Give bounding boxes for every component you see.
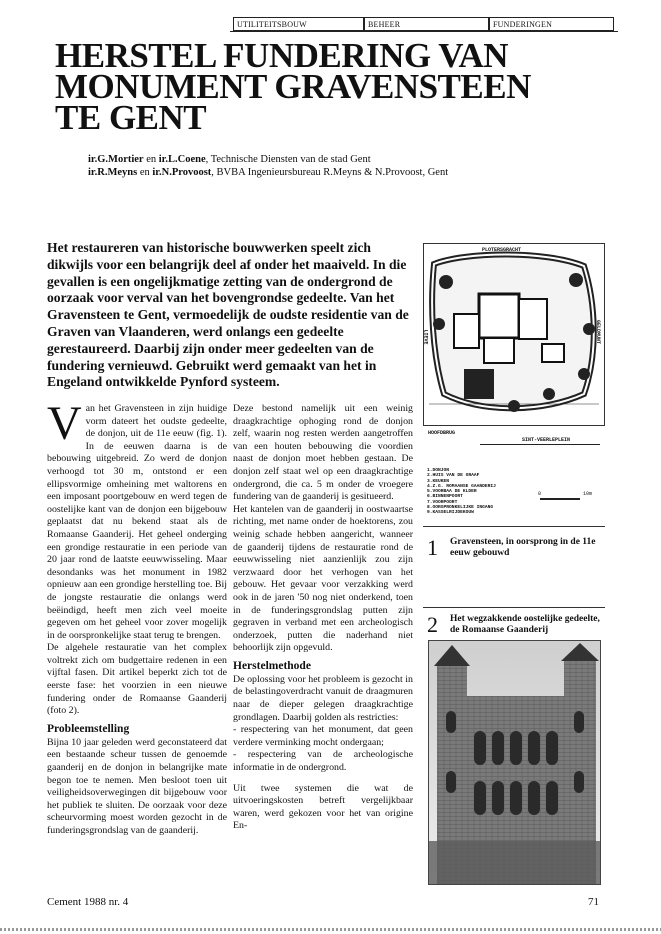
section-heading-probleemstelling: Probleemstelling	[47, 722, 130, 735]
section-heading-herstelmethode: Herstelmethode	[233, 659, 311, 672]
caption-number: 1	[427, 535, 438, 560]
caption-text: Het wegzakkende oostelijke gedeelte, de Romaanse Gaanderij	[450, 614, 600, 635]
body-column-1	[47, 397, 227, 838]
author-line-1: ir.G.Mortier en ir.L.Coene, Technische Diensten van de stad Gent	[88, 154, 371, 165]
site-plan-figure	[423, 243, 605, 426]
authors	[88, 153, 448, 179]
map-label-lieve: LIEVE	[422, 329, 429, 345]
paragraph: De algehele restauratie van het complex voltrekt zich om budgettaire redenen in een vijftal fasen. Dit artikel beperkt zich tot de eerste fase: het voorzien in een nieuwe fundering onder de Romaanse Gaanderij (foto 2).	[47, 642, 227, 717]
legend-item: 9.KASSELRIJDEKOUW	[427, 510, 474, 516]
header-tab-utiliteitsbouw: UTILITEITSBOUW	[233, 17, 364, 31]
scale-label-start: 0	[538, 491, 542, 497]
paragraph: Het kantelen van de gaanderij in oostwaartse richting, met name onder de hoektorens, zou weinig schade hebben aangericht, wanneer de gaanderij tijdens de restauratie rond de eeuwwisseling niet aanzienlijk zou zijn verzwaard door het verhogen van het gebouw. Het gevaar voor verzakking werd ook in de jaren '50 nog niet onderkend, toen in de funderingsgrondslag putten zijn gegraven in verband met een archeologisch onderzoek, putten die naderhand niet behoorlijk zijn opgevuld.	[233, 503, 413, 654]
legend-item: 7.VOORPOORT	[427, 499, 458, 505]
scale-bar	[540, 498, 580, 500]
map-legend	[427, 468, 496, 516]
paragraph: Bijna 10 jaar geleden werd geconstateerd dat een bestaande scheur tussen de genoemde gaanderij en de donjon in belangrijke mate begon toe te nemen. Men besloot toen uit veiligheidsoverwegingen dit bijgebouw voor het publiek te sluiten. De oorzaak voor deze scheurvorming moest worden gezocht in de funderingsgrondslag van de gaanderij.	[47, 736, 227, 836]
legend-item: 4.Z.G. ROMAANSE GAANDERIJ	[427, 483, 496, 489]
gaanderij-photo	[428, 640, 601, 885]
article-title: HERSTEL FUNDERING VAN MONUMENT GRAVENSTEEN TE GENT	[55, 36, 531, 137]
map-label-sint-veerleplein: SINT-VEERLEPLEIN	[522, 437, 571, 443]
legend-item: 1.DONJON	[427, 468, 450, 473]
scale-label-end: 10m	[583, 491, 593, 497]
legend-item: 6.BINNENPOORT	[427, 494, 463, 500]
caption-number: 2	[427, 612, 438, 637]
paragraph: - respectering van de archeologische informatie in de ondergrond.	[233, 749, 413, 774]
figure-caption-1	[423, 526, 605, 578]
map-label-geldmunt: GELDMUNT	[595, 319, 602, 345]
legend-item: 2.HUIS VAN DE GRAAF	[427, 473, 480, 479]
header-tab-beheer: BEHEER	[364, 17, 489, 31]
legend-item: 3.KEUKEN	[427, 478, 450, 484]
castle-photo-drawing	[429, 641, 601, 885]
drop-cap: V	[47, 397, 82, 450]
scan-edge	[0, 928, 661, 931]
page-number: 71	[588, 896, 599, 908]
author-line-2: ir.R.Meyns en ir.N.Provoost, BVBA Ingenieursbureau R.Meyns & N.Provoost, Gent	[88, 167, 449, 178]
legend-item: 8.OORSPRONKELIJKE INGANG	[427, 505, 494, 511]
body-column-2	[233, 403, 413, 833]
map-line-bottom	[480, 444, 600, 445]
paragraph: - respectering van het monument, dat geen verdere verminking mocht ondergaan;	[233, 724, 413, 748]
caption-text: Gravensteen, in oorsprong in de 11e eeuw gebouwd	[450, 537, 596, 558]
paragraph: De oplossing voor het probleem is gezocht in de belastingoverdracht vanuit de draagmuren naar de dieper gelegen draagkrachtige grondlagen. Daarbij golden als restricties:	[233, 673, 413, 723]
header-tab-funderingen: FUNDERINGEN	[489, 17, 614, 31]
paragraph: Deze bestond namelijk uit een weinig draagkrachtige ophoging rond de donjon zelf, waarin nog resten werden aangetroffen van een houten bebouwing die voordien naast de donjon moet hebben gestaan. De donjon zelf staat wel op een draagkrachtige ondergrond, die ca. 5 m onder de vroegere fundering van de gaanderij is gesitueerd.	[233, 403, 413, 503]
figure-caption-2	[423, 607, 605, 637]
paragraph: Van het Gravensteen in zijn huidige vorm dateert het oudste gedeelte, de donjon, uit de 11e eeuw (fig. 1). In de eeuwen daarna is de bebouwing uitgebreid. Zo werd de donjon verhoogd tot 30 m, ontstond er een ellipsvormige omheining met waltorens en een imposant poortgebouw en werd tegen de oostelijke kant van de donjon een bijgebouw geplaatst dat nu bekend staat als de Romaanse Gaanderij. Het geheel onderging een grondige restauratie in een periode van 20 jaar rond de laatste eeuwwisseling. Maar desondanks was het monument in 1982 opnieuw aan een grondige herstelling toe. Bij de jongste restauratie die onlangs werd beëindigd, heeft men zich veel moeite gegeven om het geheel voor zover mogelijk in de oorspronkelijke staat terug te brengen.	[47, 397, 227, 641]
site-plan-drawing	[424, 244, 604, 425]
lead-paragraph: Het restaureren van historische bouwwerken speelt zich dikwijls voor een belangrijk deel af onder het maaiveld. In die gevallen is een ongelijkmatige zetting van de ondergrond de oorzaak voor verval van het bovengrondse gedeelte. Van het Gravensteen te Gent, vermoedelijk de oudste residentie van de Graven van Vlaanderen, werd onlangs een gedeelte gerestaureerd. Daarbij zijn onder meer gedeelten van de fundering vernieuwd. Gebruikt werd gemaakt van het in Engeland ontwikkelde Pynford systeem.	[47, 240, 409, 390]
legend-item: 5.VOORBAA DE KLDER	[427, 489, 477, 495]
footer-publication: Cement 1988 nr. 4	[47, 896, 129, 908]
map-label-plotersgracht: PLOTERSGRACHT	[482, 247, 522, 253]
paragraph: Uit twee systemen die wat de uitvoeringskosten betreft vergelijkbaar waren, werd gekozen voor het van origine En-	[233, 782, 413, 832]
map-label-hoofdbrug: HOOFDBRUG	[428, 430, 456, 436]
